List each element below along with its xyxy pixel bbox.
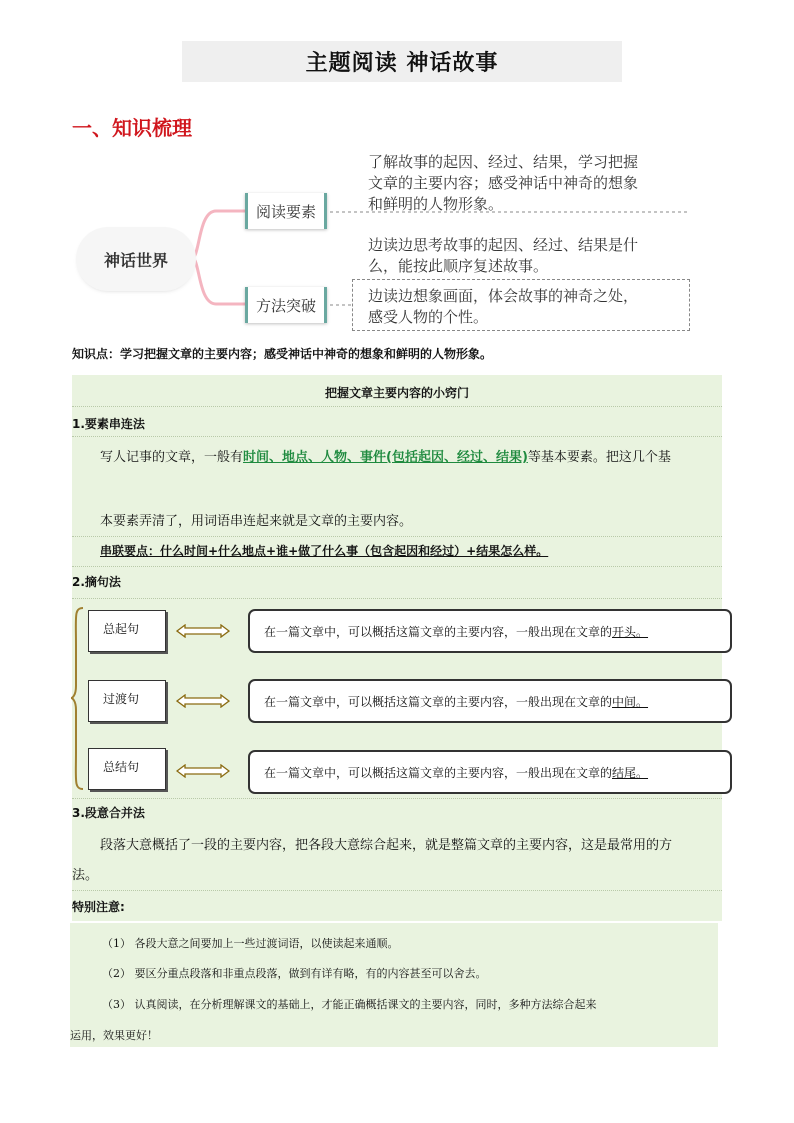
sentence-desc-text: 在一篇文章中，可以概括这篇文章的主要内容，一般出现在文章的	[264, 694, 613, 709]
sentence-position: 开头。	[612, 624, 649, 639]
divider	[72, 566, 722, 567]
method2-heading: 2.摘句法	[72, 575, 121, 589]
note-item: （2） 要区分重点段落和非重点段落，做到有详有略，有的内容甚至可以舍去。	[102, 967, 487, 980]
method1-elements: 时间、地点、人物、事件(包括起因、经过、结果)	[243, 450, 528, 465]
branch1-line: 和鲜明的人物形象。	[368, 195, 504, 213]
divider	[72, 406, 722, 407]
sentence-label-transition: 过渡句	[88, 680, 166, 722]
sentence-desc-text: 在一篇文章中，可以概括这篇文章的主要内容，一般出现在文章的	[264, 624, 613, 639]
mindmap-branch-reading: 阅读要素	[245, 193, 327, 229]
divider	[72, 536, 722, 537]
mindmap-branch-method: 方法突破	[245, 287, 327, 323]
connector-bottom	[192, 258, 246, 304]
page-title: 主题阅读 神话故事	[182, 41, 622, 82]
connector-top	[192, 211, 246, 258]
sentence-position: 中间。	[612, 694, 649, 709]
panel-title: 把握文章主要内容的小窍门	[324, 386, 469, 400]
note-item: 运用，效果更好！	[70, 1029, 158, 1042]
note-item: （3） 认真阅读，在分析理解课文的基础上，才能正确概括课文的主要内容，同时，多种方法综合起来	[102, 998, 597, 1011]
method1-paragraph	[100, 446, 671, 465]
method1-text: 写人记事的文章，一般有	[100, 450, 244, 465]
section-heading: 一、知识梳理	[72, 116, 192, 140]
method1-text: 等基本要素。把这几个基	[527, 450, 671, 465]
branch2-top-text	[368, 235, 638, 277]
sentence-label-summary: 总结句	[88, 748, 166, 790]
branch1-text	[368, 152, 638, 215]
sentence-position: 结尾。	[612, 765, 649, 780]
double-arrow-icon	[176, 624, 230, 638]
branch2-line: 感受人物的个性。	[368, 308, 489, 326]
divider	[72, 436, 722, 437]
method3-heading: 3.段意合并法	[72, 806, 145, 820]
method3-line2: 法。	[72, 868, 99, 883]
branch1-line: 了解故事的起因、经过、结果，学习把握	[368, 153, 639, 171]
sentence-desc-text: 在一篇文章中，可以概括这篇文章的主要内容，一般出现在文章的	[264, 765, 613, 780]
sentence-label-opening: 总起句	[88, 610, 166, 652]
branch2-line: 边读边思考故事的起因、经过、结果是什	[368, 236, 639, 254]
divider	[72, 598, 722, 599]
divider	[72, 890, 722, 891]
branch2-line: 边读边想象画面，体会故事的神奇之处，	[368, 287, 639, 305]
double-arrow-icon	[176, 764, 230, 778]
divider	[72, 798, 722, 799]
method3-line1: 段落大意概括了一段的主要内容，把各段大意综合起来，就是整篇文章的主要内容，这是最常用的方	[100, 838, 673, 853]
branch1-line: 文章的主要内容；感受神话中神奇的想象	[368, 174, 639, 192]
sentence-desc-summary	[248, 750, 732, 794]
sentence-desc-opening	[248, 609, 732, 653]
sentence-desc-transition	[248, 679, 732, 723]
notice-heading: 特别注意:	[72, 900, 125, 914]
method1-keypoint: 串联要点：什么时间+什么地点+谁+做了什么事（包含起因和经过）+结果怎么样。	[100, 544, 549, 558]
method1-heading: 1.要素串连法	[72, 417, 145, 431]
branch2-line: 么，能按此顺序复述故事。	[368, 257, 549, 275]
double-arrow-icon	[176, 694, 230, 708]
knowledge-point: 知识点：学习把握文章的主要内容；感受神话中神奇的想象和鲜明的人物形象。	[72, 347, 493, 361]
brace-icon	[70, 606, 84, 791]
mindmap-center: 神话世界	[80, 231, 192, 287]
method1-paragraph2: 本要素弄清了，用词语串连起来就是文章的主要内容。	[100, 514, 413, 529]
branch2-bottom-text	[368, 286, 638, 328]
note-item: （1） 各段大意之间要加上一些过渡词语，以使读起来通顺。	[102, 937, 399, 950]
